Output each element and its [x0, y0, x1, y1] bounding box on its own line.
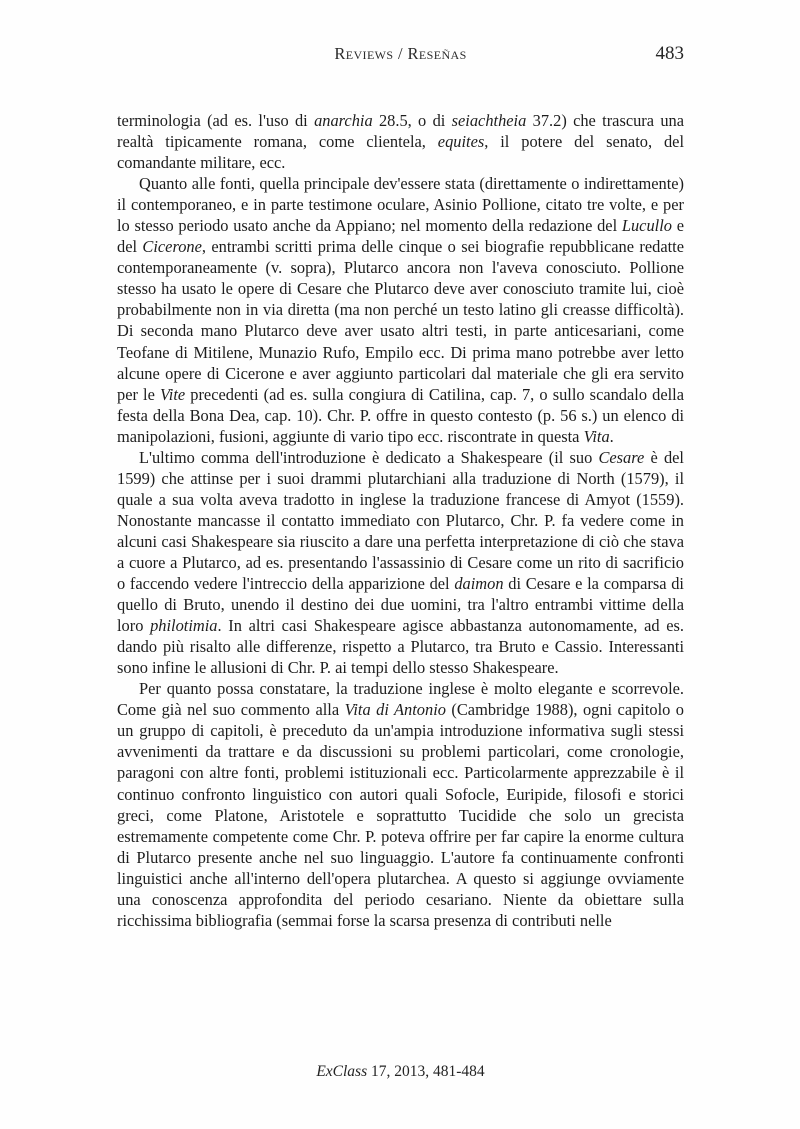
page-number: 483: [655, 43, 684, 64]
text-run: è del 1599) che attinse per i suoi drammi plutarchiani alla traduzione di North (1579), il quale a sua volta aveva tradotto in inglese la traduzione francese di Amyot (1559). Nonostante mancasse il contatto immediato con Plutarco, Chr. P. fa vedere come in alcuni casi Shakespeare sia riuscito a dare una perfetta interpretazione di ciò che stava a cuore a Plutarco, ad es. presentando l'assassinio di Cesare come un rito di sacrificio o faccendo vedere l'intreccio della apparizione del: [117, 447, 684, 594]
italic-term: Cicerone: [142, 237, 202, 257]
text-run: .: [609, 426, 614, 446]
italic-term: daimon: [454, 574, 504, 594]
italic-term: equites: [437, 132, 485, 152]
text-run: Quanto alle fonti, quella principale dev'essere stata (direttamente o indirettamente) il contemporaneo, e in parte testimone oculare, Asinio Pollione, citato tre volte, e per lo stesso periodo usato anche da Appiano; nel momento della redazione del: [117, 174, 684, 236]
italic-term: Vita di Antonio: [344, 700, 446, 720]
running-head-title: Reviews / Reseñas: [334, 44, 467, 63]
footer-citation: [117, 1063, 684, 1081]
text-run: di Cesare e la comparsa di quello di Bruto, unendo il destino dei due uomini, tra l'altro entrambi vittime della loro: [117, 574, 684, 636]
text-run: e del: [117, 216, 684, 257]
body-paragraph: [117, 678, 684, 931]
text-run: , entrambi scritti prima delle cinque o sei biografie repubblicane redatte contemporaneamente (v. sopra), Plutarco ancora non l'aveva conosciuto. Pollione stesso ha usato le opere di Cesare che Plutarco deve aver conosciuto tramite lui, cioè probabilmente non in via diretta (ma non perché un testo latino gli creasse difficoltà). Di seconda mano Plutarco deve aver usato altri testi, in parte anticesariani, come Teofane di Mitilene, Munazio Rufo, Empilo ecc. Di prima mano potrebbe aver letto alcune opere di Cicerone e aver aggiunto particolari dal materiale che gli era servito per le: [117, 237, 684, 404]
italic-term: anarchia: [314, 111, 373, 130]
italic-term: Vita: [583, 426, 610, 446]
text-run: 28.5, o di: [372, 111, 452, 130]
italic-term: Cesare: [598, 447, 645, 467]
text-run: (Cambridge 1988), ogni capitolo o un gruppo di capitoli, è preceduto da un'ampia introduzione informativa sugli stessi avvenimenti da trattare e da discussioni su problemi particolari, come cronologie, paragoni con altre fonti, problemi istituzionali ecc. Particolarmente apprezzabile è il continuo confronto linguistico con autori quali Sofocle, Euripide, filosofi e storici greci, come Platone, Aristotele e soprattutto Tucidide che solo un grecista estremamente competente come Chr. P. poteva offrire per far capire la enorme cultura di Plutarco presente anche nel suo linguaggio. L'autore fa continuamente confronti linguistici anche all'interno dell'opera plutarchea. A questo si aggiunge ovviamente una conoscenza approfondita del periodo cesariano. Niente da obiettare sulla ricchissima bibliografia (semmai forse la scarsa presenza di contributi nelle: [117, 700, 685, 930]
italic-term: seiachtheia: [451, 111, 527, 130]
italic-term: philotimia: [150, 616, 218, 636]
text-run: 37.2) che trascura una realtà tipicamente romana, come clientela,: [117, 111, 685, 152]
journal-name: ExClass: [316, 1063, 368, 1080]
italic-term: Vite: [159, 384, 186, 404]
body-paragraph: [117, 173, 684, 447]
italic-term: Lucullo: [621, 216, 672, 236]
running-head: [117, 44, 684, 68]
text-run: terminologia (ad es. l'uso di: [117, 111, 315, 130]
text-run: precedenti (ad es. sulla congiura di Catilina, cap. 7, o sullo scandalo della festa della Bona Dea, cap. 10). Chr. P. offre in questo contesto (p. 56 s.) un elenco di manipolazioni, fusioni, aggiunte di vario tipo ecc. riscontrate in questa: [117, 384, 684, 446]
body-text-block: [117, 110, 684, 931]
text-run: Per quanto possa constatare, la traduzione inglese è molto elegante e scorrevole. Come già nel suo commento alla: [117, 679, 684, 720]
text-run: , il potere del senato, del comandante militare, ecc.: [117, 132, 685, 173]
text-run: . In altri casi Shakespeare agisce abbastanza autonomamente, ad es. dando più risalto alle differenze, rispetto a Plutarco, tra Bruto e Cassio. Interessanti sono infine le allusioni di Chr. P. ai tempi dello stesso Shakespeare.: [117, 616, 684, 678]
body-paragraph: [117, 447, 684, 679]
text-run: L'ultimo comma dell'introduzione è dedicato a Shakespeare (il suo: [139, 447, 599, 467]
citation-details: 17, 2013, 481-484: [367, 1063, 485, 1080]
body-paragraph: [117, 110, 684, 173]
